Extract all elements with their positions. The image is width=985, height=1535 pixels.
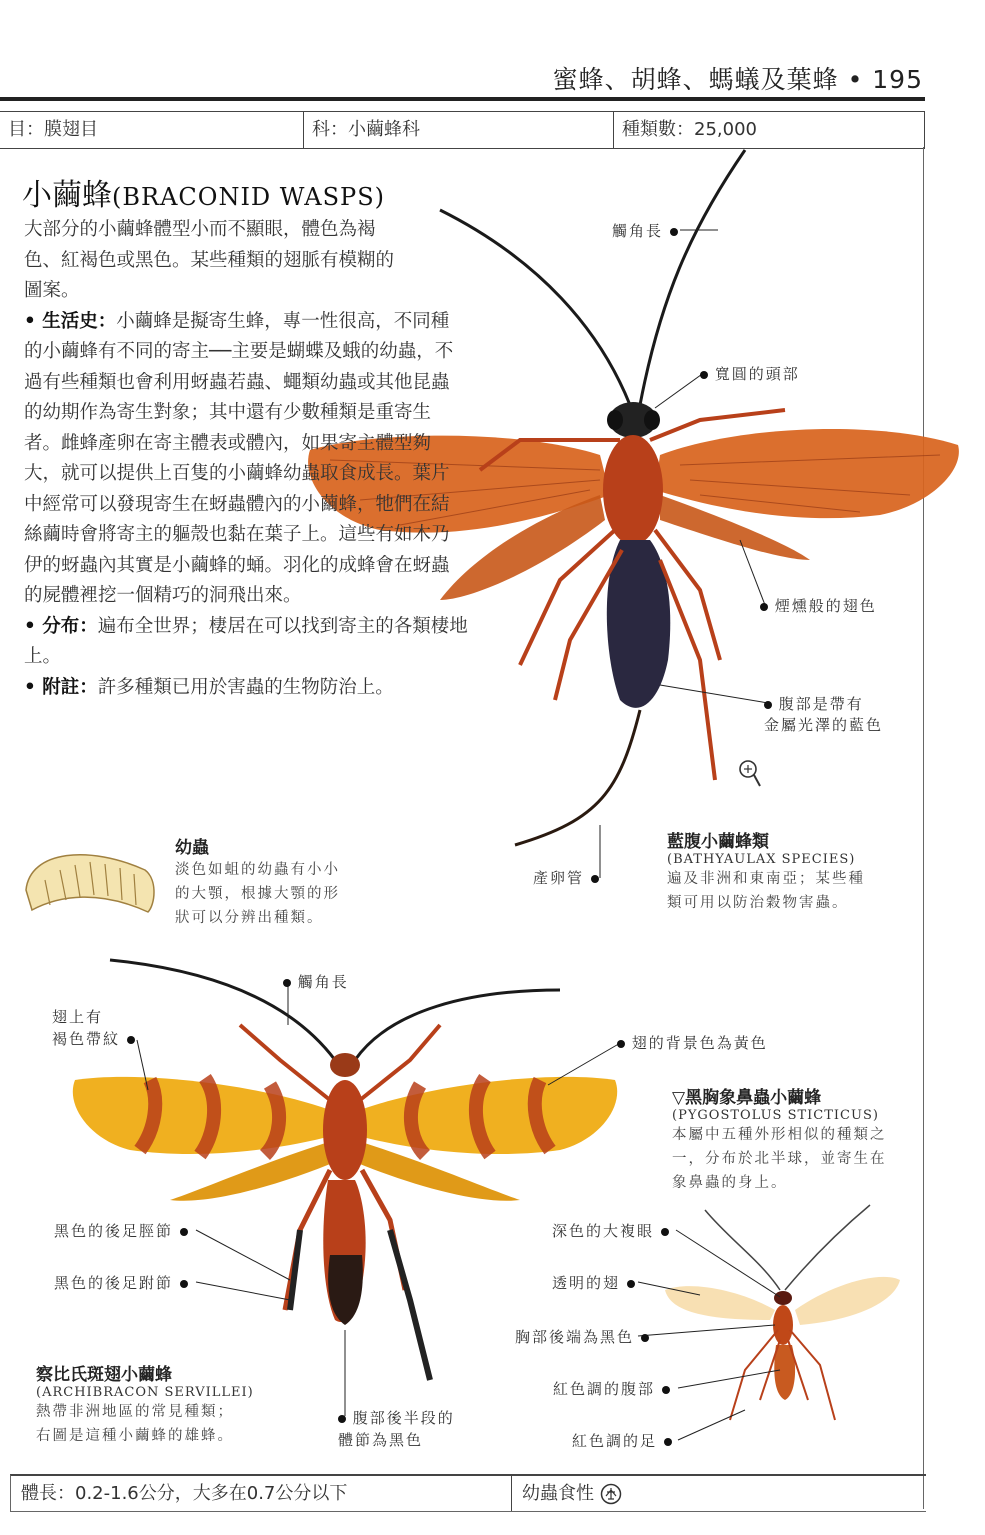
label-ovipositor: 產卵管 [533, 867, 599, 888]
pygostolus-title: ▽黑胸象鼻蟲小繭蜂 [672, 1088, 822, 1108]
pygostolus-wasp-illustration [665, 1205, 900, 1420]
dot-icon [764, 701, 772, 709]
chapter-title: 蜜蜂、胡蜂、螞蟻及葉蜂 [552, 65, 839, 94]
label-hind-tibia: 黑色的後足脛節 [54, 1220, 188, 1241]
order-cell: 目：膜翅目 [0, 112, 304, 148]
parasite-diet-icon [600, 1483, 622, 1505]
distribution-text: 遍布全世界；棲居在可以找到寄主的各類棲地上。 [24, 615, 468, 667]
dot-icon [662, 1386, 670, 1394]
label-antenna-long-bottom: 觸角長 [283, 971, 349, 992]
running-header: 蜜蜂、胡蜂、螞蟻及葉蜂 • 195 [552, 65, 923, 94]
note-text: 許多種類已用於害蟲的生物防治上。 [97, 676, 394, 698]
archibracon-title: 察比氏斑翅小繭蜂 [36, 1365, 172, 1385]
body-text [24, 215, 474, 703]
life-history-label: • 生活史： [24, 310, 117, 332]
label-wing-yellow: 翅的背景色為黃色 [617, 1032, 768, 1053]
label-clear-wings: 透明的翅 [552, 1272, 635, 1293]
pygostolus-caption: ▽黑胸象鼻蟲小繭蜂 (PYGOSTOLUS STICTICUS) 本屬中五種外形相似的種類之 一，分布於北半球，並寄生在 象鼻蟲的身上。 [672, 1083, 917, 1195]
label-thorax-black: 胸部後端為黑色 [515, 1326, 649, 1347]
distribution-label: • 分布： [24, 615, 98, 637]
dot-icon [700, 371, 708, 379]
dot-icon [617, 1040, 625, 1048]
family-cell: 科：小繭蜂科 [304, 112, 614, 148]
dot-icon [338, 1415, 346, 1423]
bathyaulax-caption: 藍腹小繭蜂類 (BATHYAULAX SPECIES) 遍及非洲和東南亞；某些種 類可用以防治穀物害蟲。 [667, 827, 917, 915]
species-title-cn: 小繭蜂 [22, 178, 112, 213]
bathyaulax-title: 藍腹小繭蜂類 [667, 832, 769, 852]
dot-icon [180, 1280, 188, 1288]
distribution-paragraph [24, 612, 474, 673]
dot-icon [664, 1438, 672, 1446]
pygostolus-latin: (PYGOSTOLUS STICTICUS) [672, 1108, 879, 1123]
species-count-cell: 種類數：25,000 [614, 112, 925, 148]
archibracon-latin: (ARCHIBRACON SERVILLEI) [36, 1385, 254, 1400]
dot-icon [127, 1036, 135, 1044]
bathyaulax-latin: (BATHYAULAX SPECIES) [667, 852, 856, 867]
label-smoky-wings: 煙燻般的翅色 [760, 595, 877, 616]
larva-title: 幼蟲 [175, 838, 209, 858]
intro-paragraph: 大部分的小繭蜂體型小而不顯眼，體色為褐色、紅褐色或黑色。某些種類的翅脈有模糊的圖案。 [24, 219, 395, 301]
dot-icon [591, 875, 599, 883]
label-hind-tarsus: 黑色的後足跗節 [54, 1272, 188, 1293]
dot-icon [283, 979, 291, 987]
species-heading [22, 170, 385, 214]
dot-icon [760, 603, 768, 611]
label-abdomen-black: 腹部後半段的 體節為黑色 [338, 1409, 455, 1449]
dot-icon [180, 1228, 188, 1236]
note-label: • 附註： [24, 676, 98, 698]
label-wide-head: 寬圓的頭部 [700, 363, 800, 384]
dot-icon [661, 1228, 669, 1236]
label-red-abdomen: 紅色調的腹部 [553, 1378, 670, 1399]
dot-icon [641, 1334, 649, 1342]
dot-icon [627, 1280, 635, 1288]
dot-icon [670, 228, 678, 236]
page-number: 195 [872, 65, 923, 94]
footer-bar [10, 1474, 926, 1512]
larval-diet-label: 幼蟲食性 [522, 1483, 594, 1504]
label-antenna-long-top: 觸角長 [612, 220, 678, 241]
body-length: 體長：0.2-1.6公分，大多在0.7公分以下 [21, 1483, 348, 1504]
larva-caption: 幼蟲 淡色如蛆的幼蟲有小小 的大顎，根據大顎的形 狀可以分辨出種類。 [175, 833, 385, 930]
label-wing-bands: 翅上有 褐色帶紋 [52, 1006, 135, 1050]
magnifier-icon [740, 761, 760, 786]
larva-illustration [26, 855, 154, 912]
life-history-text: 小繭蜂是擬寄生蜂，專一性很高，不同種的小繭蜂有不同的寄主──主要是蝴蝶及蛾的幼蟲，不過有些種類也會利用蚜蟲若蟲、蠅類幼蟲或其他昆蟲的幼期作為寄生對象；其中還有少數種類是重寄生者。雌蜂產卵在寄主體表或體內，如果寄主體型夠大，就可以提供上百隻的小繭蜂幼蟲取食成長。葉片中經常可以發現寄生在蚜蟲體內的小繭蜂，牠們在結絲繭時會將寄主的軀殼也黏在葉子上。這些有如木乃伊的蚜蟲內其實是小繭蜂的蛹。羽化的成蜂會在蚜蟲的屍體裡挖一個精巧的洞飛出來。 [24, 310, 454, 606]
label-red-legs: 紅色調的足 [572, 1430, 672, 1451]
species-title-latin: (BRACONID WASPS) [112, 183, 385, 211]
label-abdomen-blue: 腹部是帶有 金屬光澤的藍色 [764, 695, 884, 734]
archibracon-wasp-illustration [73, 960, 617, 1380]
note-paragraph [24, 673, 474, 704]
larval-diet-cell [511, 1476, 926, 1511]
life-history-paragraph [24, 307, 464, 612]
label-dark-eyes: 深色的大複眼 [552, 1220, 669, 1241]
archibracon-caption: 察比氏斑翅小繭蜂 (ARCHIBRACON SERVILLEI) 熱帶非洲地區的常見種類； 右圖是這種小繭蜂的雄蜂。 [36, 1360, 276, 1448]
